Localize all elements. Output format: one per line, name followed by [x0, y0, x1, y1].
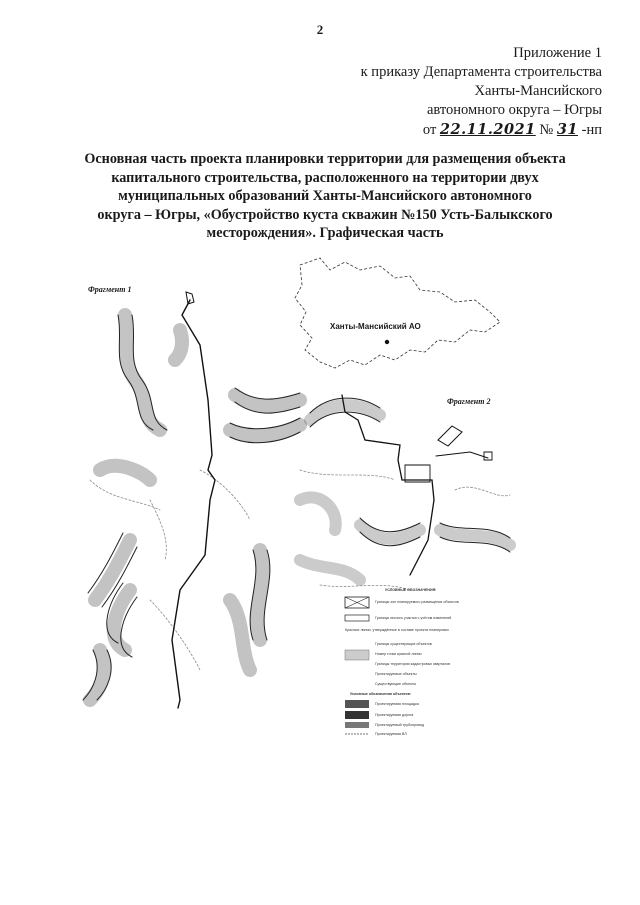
- legend-sub-item-3: Проектируемый трубопровод: [375, 723, 424, 727]
- fragment-2-map: [300, 395, 510, 590]
- date-prefix: от: [422, 122, 437, 138]
- legend-sub-item-1: Проектируемая площадка: [375, 702, 419, 706]
- legend-sub-item-4: Проектируемая ВЛ: [375, 732, 407, 736]
- fragment-2-label: Фрагмент 2: [447, 397, 491, 406]
- fragment-1-map: [83, 292, 300, 708]
- order-date: 22.11.2021: [439, 121, 536, 138]
- title-line-4: округа – Югры, «Обустройство куста скважин №150 Усть-Балыкского: [97, 206, 553, 223]
- legend-subheading: Условные обозначения объектов:: [350, 692, 411, 696]
- region-overview-map: [295, 258, 500, 368]
- legend-sub-item-2: Проектируемая дорога: [375, 713, 414, 717]
- fragment-1-label: Фрагмент 1: [88, 285, 132, 294]
- legend-item-3: Красные линии, утверждённые в составе проекта планировки: [345, 628, 449, 632]
- title-line-5: месторождения». Графическая часть: [206, 225, 444, 241]
- legend-symbols: [345, 597, 369, 734]
- legend-item-6: Границы территории кадастровых кварталов: [375, 662, 451, 666]
- legend-item-8: Существующие объекты: [375, 682, 417, 686]
- appendix-line-3: Ханты-Мансийского: [474, 83, 602, 99]
- order-number: 31: [556, 121, 579, 138]
- appendix-line-1: Приложение 1: [513, 45, 602, 61]
- legend-item-4: Границы существующих объектов: [375, 642, 432, 646]
- number-prefix: №: [539, 122, 554, 138]
- appendix-line-2: к приказу Департамента строительства: [360, 64, 602, 80]
- order-suffix: -нп: [581, 122, 602, 138]
- title-line-1: Основная часть проекта планировки территории для размещения объекта: [84, 151, 566, 167]
- legend-heading: УСЛОВНЫЕ ОБОЗНАЧЕНИЯ:: [385, 588, 437, 592]
- legend-item-1: Границы зон планируемого размещения объектов: [375, 600, 459, 604]
- page-number: 2: [316, 22, 324, 37]
- legend-item-7: Проектируемые объекты: [375, 672, 417, 676]
- appendix-line-4: автономного округа – Югры: [426, 102, 602, 118]
- title-line-3: муниципальных образований Ханты-Мансийского автономного: [118, 188, 532, 204]
- title-line-2: капитального строительства, расположенного на территории двух: [111, 169, 539, 186]
- region-label: Ханты-Мансийский АО: [330, 322, 421, 331]
- legend-item-2: Граница лесного участка с учётом изменений: [375, 616, 452, 620]
- legend-item-5: Номер точки красной линии: [375, 652, 422, 656]
